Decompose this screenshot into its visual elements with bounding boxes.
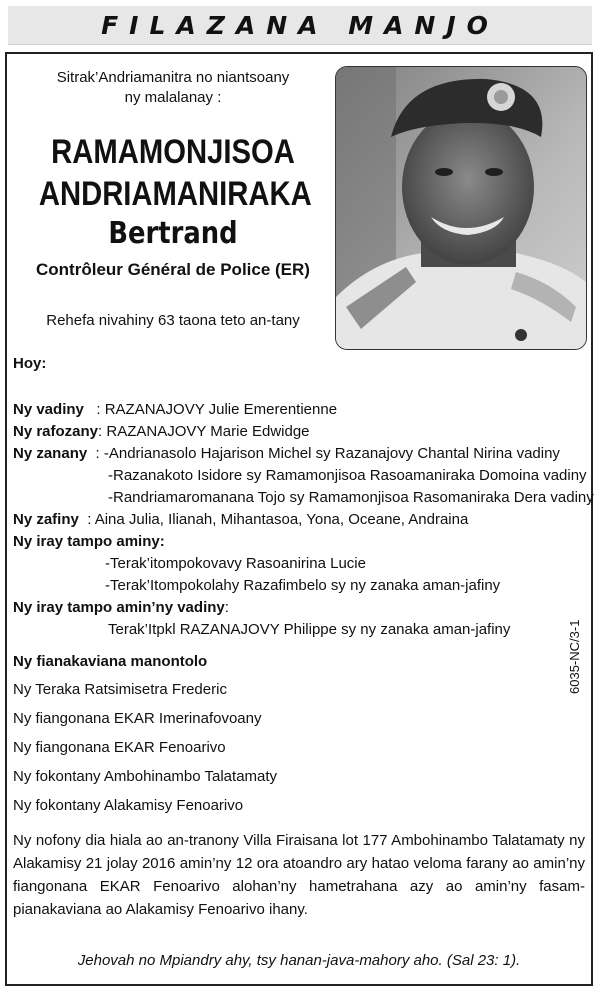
fianakaviana-label: Ny fianakaviana manontolo [13, 653, 208, 670]
intro-line-1: Sitrak’Andriamanitra no niantsoany [56, 69, 290, 86]
deceased-surname-2: ANDRIAMANIRAKA [38, 175, 312, 213]
ad-code: 6035-NC/3-1 [567, 619, 582, 694]
deceased-surname-1: RAMAMONJISOA [51, 133, 295, 171]
notice-frame [5, 52, 593, 986]
vadiny-row [13, 400, 337, 419]
zanany-label: Ny zanany [13, 445, 88, 462]
deceased-title: Contrôleur Général de Police (ER) [36, 260, 310, 279]
rafozany-sep: : [98, 423, 107, 440]
rafozany-label: Ny rafozany [13, 423, 99, 440]
iray-tampo-vadiny-label: Ny iray tampo amin’ny vadiny [13, 599, 225, 616]
vadiny-label: Ny vadiny [13, 401, 84, 418]
zafiny-sep: : [78, 511, 95, 528]
bible-verse: Jehovah no Mpiandry ahy, tsy hanan-java-mahory aho. (Sal 23: 1). [77, 952, 521, 969]
zafiny-label: Ny zafiny [13, 511, 79, 528]
iray-tampo-vadiny-value: Terak’Itpkl RAZANAJOVY Philippe sy ny zanaka aman-jafiny [108, 621, 511, 638]
rafozany-value: RAZANAJOVY Marie Edwidge [106, 423, 310, 440]
hoy-label: Hoy: [13, 355, 47, 372]
notice-title: FILAZANA MANJO [101, 10, 499, 40]
iray-tampo-aminy-value-1: -Terak’itompokovavy Rasoanirina Lucie [105, 555, 366, 572]
funeral-announcement: Ny nofony dia hiala ao an-tranony Villa Firaisana lot 177 Ambohinambo Talatamaty ny Alakamisy 21 jolay 2016 amin’ny 12 ora atoandro ary hatao veloma farany ao amin’ny fiangonana EKAR Fenoarivo alohan’ny hametrahana azy ao amin’ny fasam-pianakaviana ao Alakamisy Fenoarivo ihany. [13, 832, 585, 918]
rafozany-row [13, 422, 310, 441]
fianakaviana-item-5: Ny fokontany Alakamisy Fenoarivo [13, 797, 244, 814]
intro-line-2: ny malalanay : [124, 89, 222, 106]
zanany-value-3: -Randriamaromanana Tojo sy Ramamonjisoa Rasomaniraka Dera vadiny [108, 489, 594, 506]
portrait-photo [335, 66, 587, 350]
iray-tampo-vadiny-colon: : [224, 599, 229, 616]
notice-header-bar [8, 6, 592, 45]
fianakaviana-item-1: Ny Teraka Ratsimisetra Frederic [13, 681, 227, 698]
zanany-row [13, 444, 560, 463]
zafiny-row [13, 510, 468, 529]
iray-tampo-aminy-value-2: -Terak’Itompokolahy Razafimbelo sy ny zanaka aman-jafiny [105, 577, 501, 594]
vadiny-sep: : [83, 401, 105, 418]
zanany-value-2: -Razanakoto Isidore sy Ramamonjisoa Rasoamaniraka Domoina vadiny [108, 467, 587, 484]
iray-tampo-vadiny-row [13, 598, 229, 617]
portrait-image [336, 67, 586, 349]
deceased-first-name: Bertrand [108, 216, 238, 251]
fianakaviana-item-3: Ny fiangonana EKAR Fenoarivo [13, 739, 226, 756]
zanany-value-1: -Andrianasolo Hajarison Michel sy Razanajovy Chantal Nirina vadiny [103, 445, 560, 462]
iray-tampo-aminy-label: Ny iray tampo aminy: [13, 533, 165, 550]
zanany-sep: : [87, 445, 104, 462]
fianakaviana-item-2: Ny fiangonana EKAR Imerinafovoany [13, 710, 262, 727]
zafiny-value: Aina Julia, Ilianah, Mihantasoa, Yona, Oceane, Andraina [94, 511, 469, 528]
deceased-age-text: Rehefa nivahiny 63 taona teto an-tany [46, 312, 300, 329]
fianakaviana-item-4: Ny fokontany Ambohinambo Talatamaty [13, 768, 278, 785]
vadiny-value: RAZANAJOVY Julie Emerentienne [104, 401, 338, 418]
intro-text [17, 68, 329, 108]
